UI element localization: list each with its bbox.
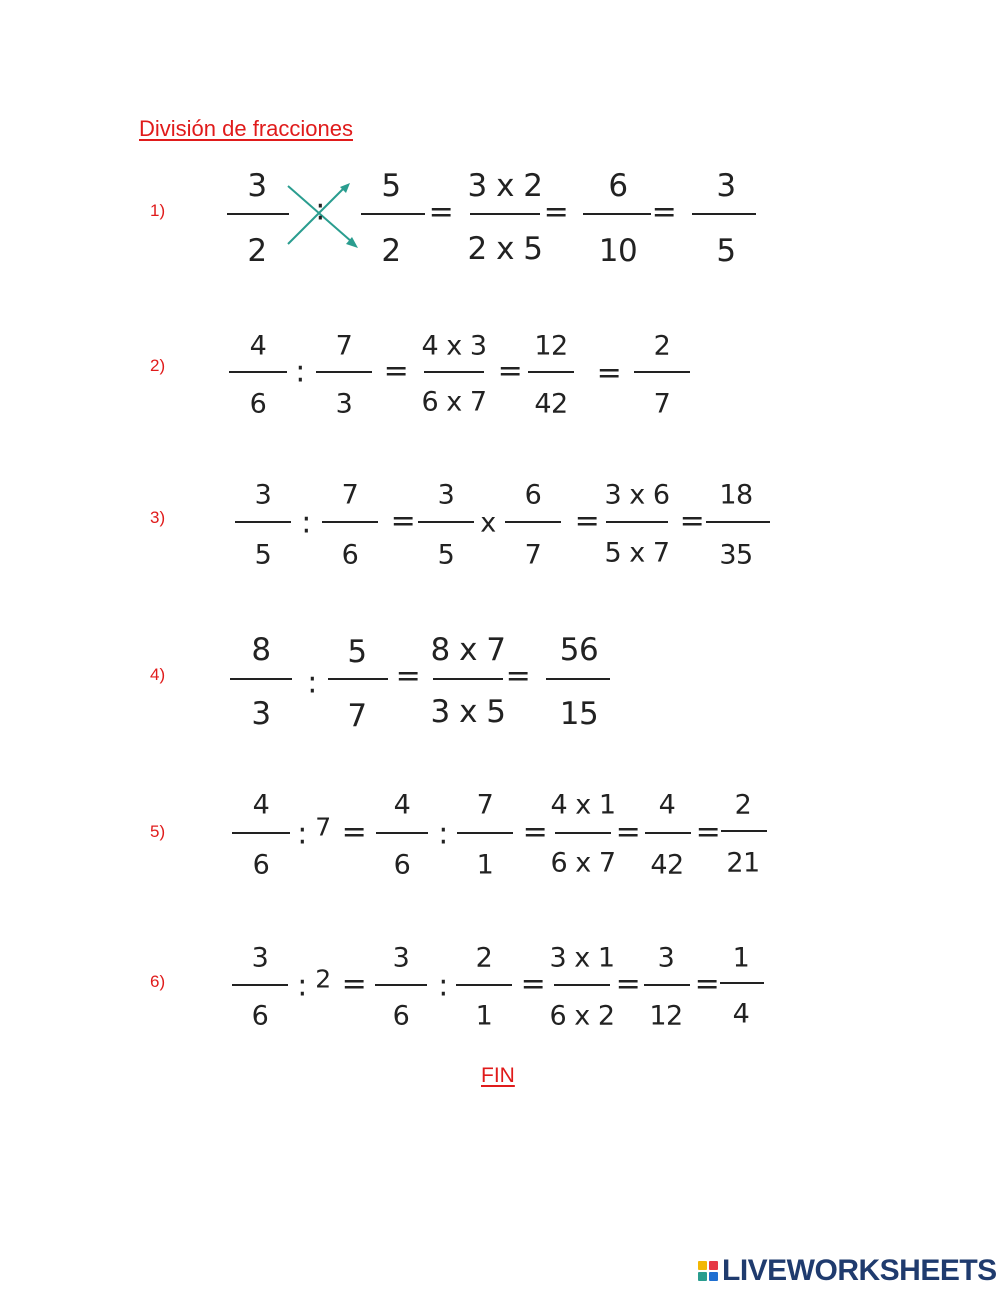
denominator: 4 [732,998,750,1030]
numerator: 4 x 3 [421,330,487,362]
equals-sign: = [522,814,548,850]
numerator: 18 [719,479,753,511]
fraction-bar [375,984,427,986]
denominator: 5 [716,233,736,269]
brand-mark-icon [698,1261,718,1281]
denominator: 15 [559,696,599,732]
problem-number: 6) [150,972,166,991]
numerator: 5 [347,634,367,670]
fraction-bar [554,984,610,986]
denominator: 35 [719,539,753,571]
division-sign: : [438,968,448,1004]
numerator: 6 [524,479,542,511]
denominator: 7 [653,388,671,420]
numerator: 3 [251,942,269,974]
numerator: 3 x 1 [549,942,615,974]
problem-number: 4) [150,665,166,684]
denominator: 2 [381,233,401,269]
equals-sign: = [694,966,720,1002]
numerator: 3 [392,942,410,974]
numerator: 5 [381,168,401,204]
equals-sign: = [341,966,367,1002]
equals-sign: = [695,814,721,850]
fraction-bar [505,521,561,523]
denominator: 6 x 7 [421,386,487,418]
numerator: 6 [608,168,628,204]
fraction-bar [606,521,668,523]
numerator: 3 [716,168,736,204]
numerator: 7 [476,789,494,821]
numerator: 4 [658,789,676,821]
fraction-bar [470,213,540,215]
division-sign: : [315,192,325,228]
denominator: 2 [247,233,267,269]
numerator: 2 [475,942,493,974]
denominator: 12 [649,1000,683,1032]
equals-sign: = [428,194,454,230]
problem-number: 3) [150,508,166,527]
denominator: 3 [251,696,271,732]
problem-number: 5) [150,822,166,841]
equals-sign: = [505,658,531,694]
numerator: 7 [335,330,353,362]
numerator: 3 x 6 [604,479,670,511]
problem-number: 2) [150,356,166,375]
denominator: 2 x 5 [467,231,543,267]
numerator: 12 [534,330,568,362]
fraction-bar [555,832,611,834]
equals-sign: = [574,503,600,539]
fraction-bar [433,678,503,680]
denominator: 3 x 5 [430,694,506,730]
numerator: 2 [653,330,671,362]
denominator: 6 x 2 [549,1000,615,1032]
fraction-bar [229,371,287,373]
division-sign: : [295,354,305,390]
denominator: 6 [341,539,359,571]
denominator: 7 [347,698,367,734]
numerator: 1 [732,942,750,974]
equals-sign: = [341,814,367,850]
end-link[interactable]: FIN [481,1064,515,1087]
equals-sign: = [497,353,523,389]
numerator: 4 [393,789,411,821]
equals-sign: = [596,355,622,391]
whole-number: 7 [315,812,331,842]
fraction-bar [644,984,690,986]
problem-number: 1) [150,201,166,220]
denominator: 3 [335,388,353,420]
equals-sign: = [615,966,641,1002]
equals-sign: = [520,966,546,1002]
equals-sign: = [383,353,409,389]
whole-number: 2 [315,964,331,994]
brand-name: LIVEWORKSHEETS [722,1254,997,1287]
page-title: División de fracciones [139,116,353,141]
denominator: 7 [524,539,542,571]
fraction-bar [232,832,290,834]
division-sign: : [438,816,448,852]
fraction-bar [376,832,428,834]
denominator: 6 [252,849,270,881]
fraction-bar [235,521,291,523]
fraction-bar [645,832,691,834]
denominator: 21 [726,847,760,879]
numerator: 2 [734,789,752,821]
equals-sign: = [543,194,569,230]
numerator: 8 x 7 [430,632,506,668]
fraction-bar [692,213,756,215]
equals-sign: = [390,503,416,539]
numerator: 4 x 1 [550,789,616,821]
denominator: 6 [251,1000,269,1032]
division-sign: : [307,665,317,701]
denominator: 42 [534,388,568,420]
denominator: 6 [392,1000,410,1032]
denominator: 6 x 7 [550,847,616,879]
equals-sign: = [679,503,705,539]
numerator: 3 [247,168,267,204]
equals-sign: = [615,814,641,850]
fraction-bar [528,371,574,373]
fraction-bar [424,371,484,373]
denominator: 5 x 7 [604,537,670,569]
division-sign: : [301,505,311,541]
numerator: 8 [251,632,271,668]
fraction-bar [583,213,651,215]
fraction-bar [721,830,767,832]
fraction-bar [706,521,770,523]
numerator: 3 [657,942,675,974]
division-sign: : [297,816,307,852]
brand-logo[interactable] [698,1254,997,1288]
denominator: 6 [249,388,267,420]
denominator: 6 [393,849,411,881]
denominator: 5 [254,539,272,571]
fraction-bar [322,521,378,523]
fraction-bar [546,678,610,680]
denominator: 5 [437,539,455,571]
equals-sign: = [651,194,677,230]
numerator: 7 [341,479,359,511]
fraction-bar [316,371,372,373]
denominator: 42 [650,849,684,881]
numerator: 3 x 2 [467,168,543,204]
fraction-bar [418,521,474,523]
fraction-bar [361,213,425,215]
times-sign: x [480,507,496,539]
numerator: 4 [249,330,267,362]
fraction-bar [720,982,764,984]
numerator: 4 [252,789,270,821]
numerator: 3 [254,479,272,511]
equals-sign: = [395,658,421,694]
fraction-bar [328,678,388,680]
numerator: 56 [559,632,599,668]
fraction-bar [457,832,513,834]
denominator: 10 [598,233,638,269]
numerator: 3 [437,479,455,511]
fraction-bar [230,678,292,680]
fraction-bar [634,371,690,373]
fraction-bar [232,984,288,986]
denominator: 1 [475,1000,493,1032]
denominator: 1 [476,849,494,881]
division-sign: : [297,968,307,1004]
fraction-bar [456,984,512,986]
